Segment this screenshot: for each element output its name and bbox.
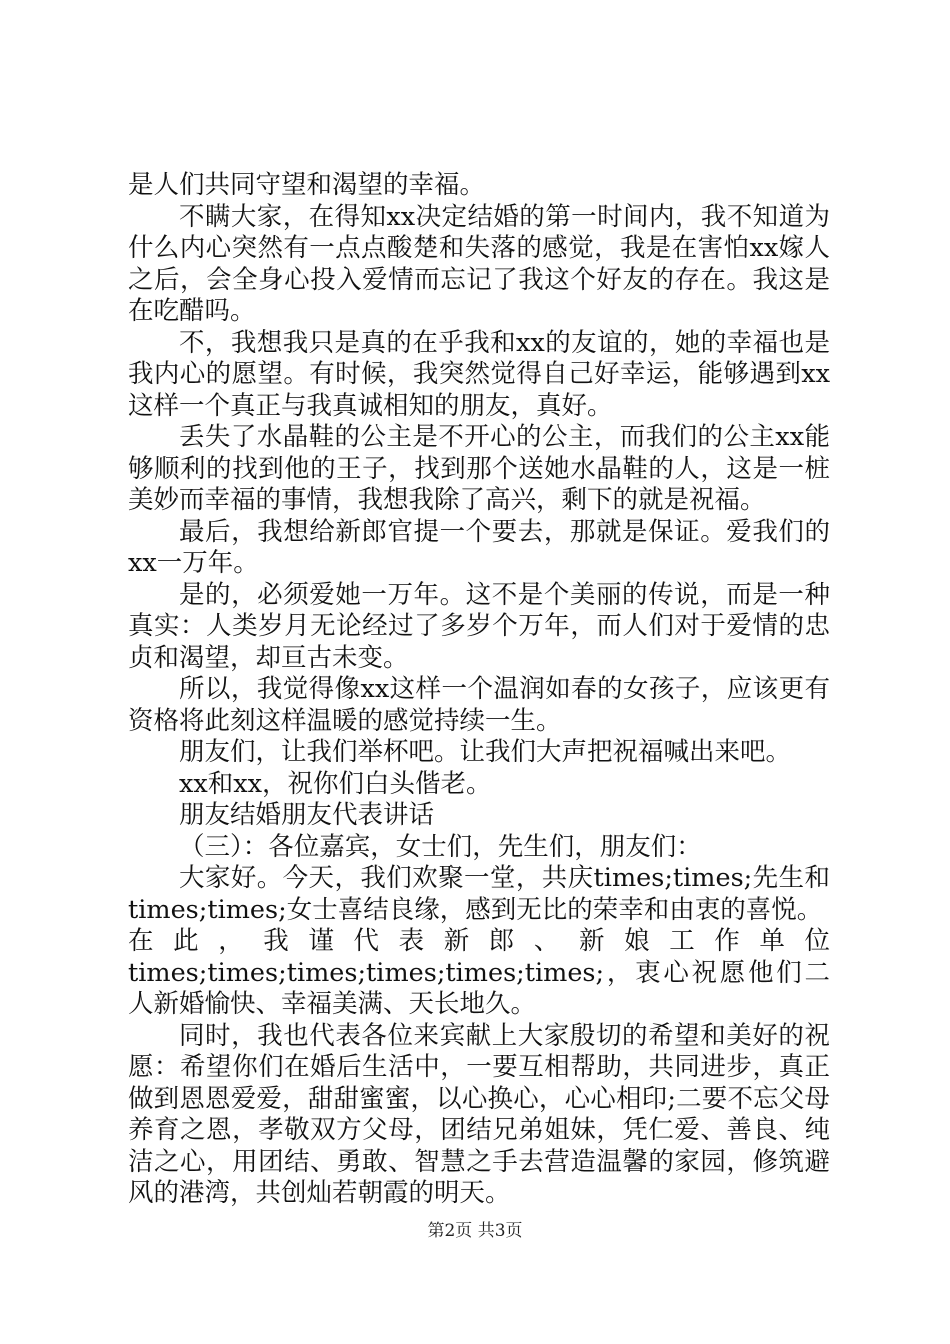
paragraph-spread-line: 在此，我谨代表新郎、新娘工作单位 — [128, 926, 830, 956]
paragraph: 所以，我觉得像xx这样一个温润如春的女孩子，应该更有资格将此刻这样温暖的感觉持续一生。 — [128, 674, 830, 736]
paragraph: xx和xx，祝你们白头偕老。 — [179, 768, 492, 799]
paragraph: 丢失了水晶鞋的公主是不开心的公主，而我们的公主xx能够顺利的找到他的王子，找到那个送她水晶鞋的人，这是一桩美妙而幸福的事情，我想我除了高兴，剩下的就是祝福。 — [128, 422, 830, 515]
paragraph-continuation: 是人们共同守望和渴望的幸福。 — [128, 170, 486, 200]
paragraph: 不瞒大家，在得知xx决定结婚的第一时间内，我不知道为什么内心突然有一点点酸楚和失落的感觉，我是在害怕xx嫁人之后，会全身心投入爱情而忘记了我这个好友的存在。我这是在吃醋吗。 — [128, 201, 830, 326]
page-number: 第2页 共3页 — [427, 1221, 523, 1241]
paragraph: 是的，必须爱她一万年。这不是个美丽的传说，而是一种真实：人类岁月无论经过了多岁个万年，而人们对于爱情的忠贞和渴望，却亘古未变。 — [128, 579, 830, 673]
paragraph: 大家好。今天，我们欢聚一堂，共庆times;times;先生和times;times;女士喜结良缘，感到无比的荣幸和由衷的喜悦。 — [128, 863, 830, 925]
paragraph: 不，我想我只是真的在乎我和xx的友谊的，她的幸福也是我内心的愿望。有时候，我突然觉得自己好幸运，能够遇到xx这样一个真正与我真诚相知的朋友，真好。 — [128, 327, 830, 421]
document-body — [128, 170, 830, 1210]
paragraph: 同时，我也代表各位来宾献上大家殷切的希望和美好的祝愿：希望你们在婚后生活中，一要互相帮助，共同进步，真正做到恩恩爱爱，甜甜蜜蜜，以心换心，心心相印;二要不忘父母养育之恩，孝敬双方父母，团结兄弟姐妹，凭仁爱、善良、纯洁之心，用团结、勇敢、智慧之手去营造温馨的家园，修筑避风的港湾，共创灿若朝霞的明天。 — [128, 1020, 830, 1208]
salutation: （三）：各位嘉宾，女士们，先生们，朋友们： — [179, 831, 702, 862]
section-title: 朋友结婚朋友代表讲话 — [179, 800, 435, 830]
paragraph: 最后，我想给新郎官提一个要去，那就是保证。爱我们的xx一万年。 — [128, 516, 830, 578]
paragraph: 朋友们，让我们举杯吧。让我们大声把祝福喊出来吧。 — [179, 737, 792, 767]
paragraph: times;times;times;times;times;times;，衷心祝愿他们二人新婚愉快、幸福美满、天长地久。 — [128, 957, 830, 1019]
